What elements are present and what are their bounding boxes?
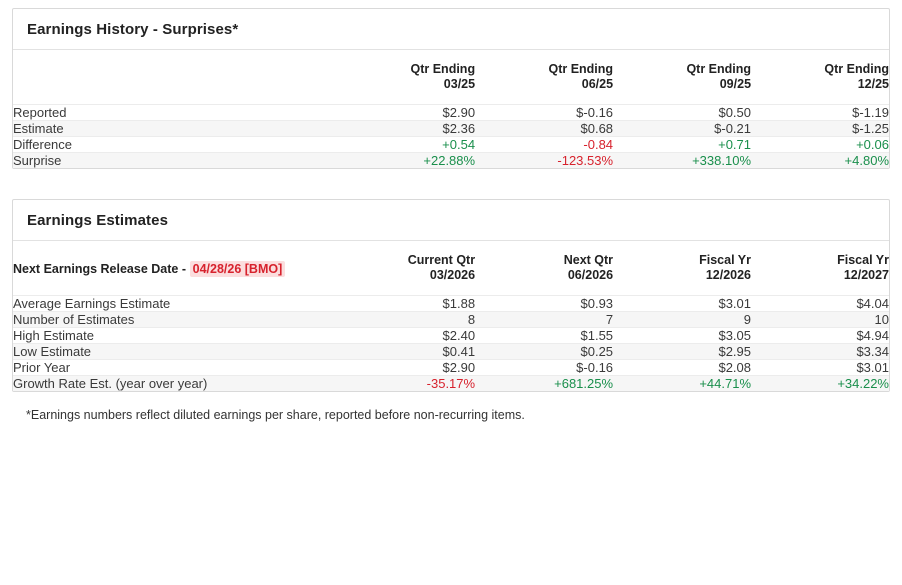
table-row xyxy=(13,105,889,121)
row-label: Number of Estimates xyxy=(13,312,135,327)
row-value: +34.22% xyxy=(837,376,889,391)
table-row xyxy=(13,312,889,328)
table-row xyxy=(13,137,889,153)
column-header-1 xyxy=(337,241,475,296)
earnings-history-panel xyxy=(12,8,890,169)
row-value: +0.71 xyxy=(718,137,752,152)
footnote: *Earnings numbers reflect diluted earnings per share, reported before non-recurring items. xyxy=(26,408,525,422)
column-header-2-line1: Qtr Ending xyxy=(548,62,614,76)
row-value: 7 xyxy=(605,312,614,327)
column-header-1 xyxy=(337,50,475,105)
table-row xyxy=(13,328,889,344)
row-value: -0.84 xyxy=(583,137,614,152)
row-label: High Estimate xyxy=(13,328,94,343)
column-header-2 xyxy=(475,50,613,105)
row-label: Estimate xyxy=(13,121,64,136)
row-value: $3.05 xyxy=(718,328,752,343)
row-value: $1.88 xyxy=(442,296,476,311)
column-header-4 xyxy=(751,50,889,105)
column-header-3-line1: Qtr Ending xyxy=(686,62,752,76)
table-row xyxy=(13,376,889,392)
row-value: $0.68 xyxy=(580,121,614,136)
row-value: $2.90 xyxy=(442,360,476,375)
earnings-history-table xyxy=(13,50,889,168)
table-row xyxy=(13,360,889,376)
panel-spacer xyxy=(12,169,890,199)
column-header-4-line1: Qtr Ending xyxy=(824,62,889,76)
column-header-2-line2: 06/2026 xyxy=(567,268,614,282)
column-header-3-line2: 09/25 xyxy=(719,77,752,91)
column-header-4-line2: 12/2027 xyxy=(843,268,889,282)
row-value: $4.94 xyxy=(856,328,889,343)
column-header-3 xyxy=(613,241,751,296)
column-header-2-line1: Next Qtr xyxy=(563,253,614,267)
column-header-1-line1: Current Qtr xyxy=(407,253,476,267)
column-header-2-line2: 06/25 xyxy=(581,77,614,91)
header-spacer-cell xyxy=(13,50,337,105)
row-value: $-0.21 xyxy=(714,121,752,136)
row-label: Low Estimate xyxy=(13,344,92,359)
row-label: Average Earnings Estimate xyxy=(13,296,171,311)
row-value: -123.53% xyxy=(557,153,614,168)
column-header-3-line2: 12/2026 xyxy=(705,268,752,282)
column-header-1-line2: 03/25 xyxy=(443,77,476,91)
table-row xyxy=(13,296,889,312)
row-value: +4.80% xyxy=(844,153,889,168)
row-value: $2.36 xyxy=(442,121,476,136)
column-header-1-line1: Qtr Ending xyxy=(410,62,476,76)
row-value: $2.90 xyxy=(442,105,476,120)
row-value: $0.25 xyxy=(580,344,614,359)
row-value: $-0.16 xyxy=(576,360,614,375)
row-value: 8 xyxy=(467,312,476,327)
column-header-2 xyxy=(475,241,613,296)
next-earnings-release-date: 04/28/26 [BMO] xyxy=(190,261,286,277)
next-earnings-release-label: Next Earnings Release Date - xyxy=(13,261,186,276)
table-header-row xyxy=(13,241,889,296)
row-label: Difference xyxy=(13,137,73,152)
table-row xyxy=(13,344,889,360)
next-earnings-release xyxy=(13,241,337,296)
earnings-history-title: Earnings History - Surprises* xyxy=(13,9,889,50)
earnings-estimates-title: Earnings Estimates xyxy=(13,200,889,241)
row-label: Reported xyxy=(13,105,67,120)
column-header-3 xyxy=(613,50,751,105)
row-value: $0.50 xyxy=(718,105,752,120)
row-value: +0.06 xyxy=(856,137,889,152)
row-value: +22.88% xyxy=(423,153,476,168)
row-label: Surprise xyxy=(13,153,62,168)
row-label: Prior Year xyxy=(13,360,71,375)
row-value: +338.10% xyxy=(692,153,752,168)
row-value: +44.71% xyxy=(699,376,752,391)
column-header-4-line1: Fiscal Yr xyxy=(837,253,889,267)
row-value: $0.93 xyxy=(580,296,614,311)
earnings-estimates-panel xyxy=(12,199,890,392)
row-value: $4.04 xyxy=(856,296,889,311)
column-header-3-line1: Fiscal Yr xyxy=(699,253,752,267)
column-header-4-line2: 12/25 xyxy=(857,77,889,91)
row-value: $2.08 xyxy=(718,360,752,375)
row-value: $3.34 xyxy=(856,344,889,359)
row-value: $0.41 xyxy=(442,344,476,359)
row-value: $-0.16 xyxy=(576,105,614,120)
row-value: $-1.25 xyxy=(852,121,889,136)
row-value: $2.95 xyxy=(718,344,752,359)
row-value: $3.01 xyxy=(718,296,752,311)
table-header-row xyxy=(13,50,889,105)
column-header-1-line2: 03/2026 xyxy=(429,268,476,282)
table-row xyxy=(13,121,889,137)
row-value: $-1.19 xyxy=(852,105,889,120)
row-label: Growth Rate Est. (year over year) xyxy=(13,376,208,391)
table-row xyxy=(13,153,889,169)
row-value: $1.55 xyxy=(580,328,614,343)
row-value: 10 xyxy=(874,312,889,327)
earnings-estimates-table xyxy=(13,241,889,391)
row-value: $3.01 xyxy=(856,360,889,375)
row-value: +0.54 xyxy=(442,137,476,152)
row-value: $2.40 xyxy=(442,328,476,343)
row-value: +681.25% xyxy=(554,376,614,391)
row-value: -35.17% xyxy=(426,376,476,391)
column-header-4 xyxy=(751,241,889,296)
row-value: 9 xyxy=(743,312,752,327)
